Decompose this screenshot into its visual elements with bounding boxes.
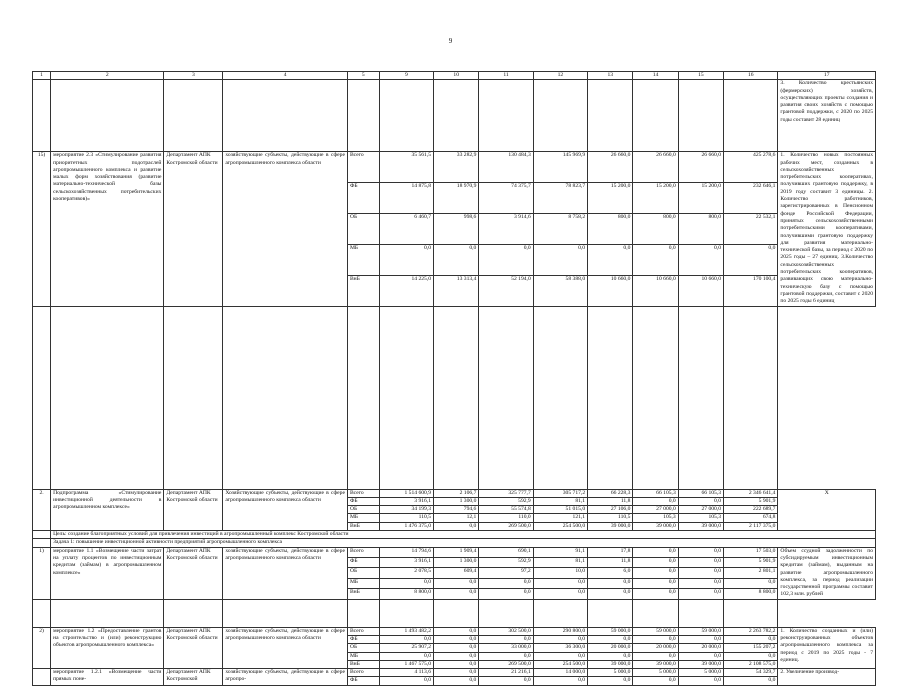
empty-cell (479, 306, 533, 489)
funding-source: МБ (347, 652, 379, 660)
funding-value: 0,0 (434, 652, 479, 660)
funding-source: ВнБ (347, 660, 379, 668)
funding-value: 0,0 (633, 497, 678, 505)
funding-value: 0,0 (533, 677, 587, 685)
funding-value: 15 200,0 (588, 183, 633, 214)
funding-value: 14 225,0 (379, 275, 433, 306)
expected-result: 2. Увеличение производ- (778, 669, 876, 686)
funding-value: 34 199,3 (379, 506, 433, 514)
funding-value: 27 000,0 (678, 506, 723, 514)
funding-source: ФБ (347, 558, 379, 568)
funding-source: ВнБ (347, 589, 379, 599)
funding-value: 8 758,2 (533, 213, 587, 244)
funding-value: 18 970,9 (434, 183, 479, 214)
participants: хозяйствующие субъекты, действующие в сфере агропромышленного комплекса области (223, 547, 348, 599)
goal-text: Цель: создание благоприятных условий для привлечения инвестиций в агропромышленный комплекс Костромской области (51, 531, 876, 539)
funding-source: ОБ (347, 506, 379, 514)
funding-value: 4 113,6 (379, 669, 433, 677)
funding-source: ФБ (347, 183, 379, 214)
funding-value: 232 646,1 (724, 183, 778, 214)
table-body (33, 72, 876, 686)
finance-row (33, 489, 876, 497)
empty-cell (434, 306, 479, 489)
funding-source: ОБ (347, 644, 379, 652)
funding-value: 254 500,0 (533, 522, 587, 530)
funding-value: 0,0 (678, 635, 723, 643)
funding-source: Всего (347, 669, 379, 677)
funding-value: 1 514 600,9 (379, 489, 433, 497)
funding-value: 0,0 (479, 677, 533, 685)
funding-value: 0,0 (678, 589, 723, 599)
funding-value: 20 000,0 (633, 644, 678, 652)
funding-source: МБ (347, 244, 379, 275)
funding-value: 52 194,0 (479, 275, 533, 306)
header-cell: 15 (678, 72, 723, 80)
funding-value: 0,0 (678, 568, 723, 578)
empty-cell (379, 306, 433, 489)
header-cell: 3 (164, 72, 223, 80)
funding-value: 3 916,1 (379, 558, 433, 568)
funding-value: 17,8 (588, 547, 633, 557)
funding-value: 14 000,0 (533, 669, 587, 677)
header-cell: 5 (347, 72, 379, 80)
funding-value: 1 300,0 (434, 497, 479, 505)
funding-value: 66 105,3 (633, 489, 678, 497)
empty-cell (223, 306, 348, 489)
funding-value: 0,0 (588, 652, 633, 660)
funding-value: 800,0 (588, 213, 633, 244)
spacer-row (33, 306, 876, 489)
funding-value: 59 000,0 (633, 627, 678, 635)
funding-value: 592,9 (479, 497, 533, 505)
empty-cell (33, 306, 51, 489)
funding-value: 2 117 375,0 (724, 522, 778, 530)
funding-value: 998,6 (434, 213, 479, 244)
page-number: 9 (448, 37, 453, 45)
funding-value: 10 660,0 (588, 275, 633, 306)
funding-value: 22 532,1 (724, 213, 778, 244)
funding-value: 5 901,9 (724, 497, 778, 505)
empty-cell (678, 306, 723, 489)
funding-value: 14 875,8 (379, 183, 433, 214)
finance-row (33, 669, 876, 677)
item-name: мероприятие 1.2 «Предоставление грантов на строительство и (или) реконструкцию объектов агропромышленного комплекса» (51, 627, 164, 668)
empty-cell (479, 599, 533, 627)
funding-value: 0,0 (479, 578, 533, 588)
funding-value: 0,0 (434, 635, 479, 643)
funding-value: 12,1 (434, 514, 479, 522)
item-name: мероприятие 1.1 «Возмещение части затрат на уплату процентов по инвестиционным кредитам (займам) в агропромышленном комплексе» (51, 547, 164, 599)
finance-row (33, 547, 876, 557)
funding-value: 10 660,0 (633, 275, 678, 306)
executor: Департамент АПК Костромской (164, 669, 223, 686)
funding-value: 2 106,7 (434, 489, 479, 497)
funding-value: 2 801,1 (724, 568, 778, 578)
expected-result: 1. Количество новых постоянных рабочих мест, созданных в сельскохозяйственных потребительских кооперативах, получивших грантовую поддержку, в 2019 году составит 3 единицы. 2. Количество работников, зарегистрированных в Пенсионном фонде Российской Федерации, принятых сельскохозяйственными потребительскими кооперативами, получившими грантовую поддержку для развития материально-технической базы, за период с 2020 по 2025 годы – 27 единиц. 3.Количество сельскохозяйственных потребительских кооперативов, развивающих свою материально-техническую базу с помощью грантовой поддержки, составит с 2020 по 2025 годы 6 единиц (778, 152, 876, 306)
funding-value: 0,0 (379, 677, 433, 685)
empty-cell (379, 599, 433, 627)
funding-value: 2 078,5 (379, 568, 433, 578)
funding-source: Всего (347, 152, 379, 183)
header-row (33, 72, 876, 80)
funding-value: 0,0 (724, 244, 778, 275)
empty-cell (633, 306, 678, 489)
funding-value: 11,8 (588, 558, 633, 568)
header-cell: 16 (724, 72, 778, 80)
item-number: 2) (33, 627, 51, 668)
empty-cell (223, 599, 348, 627)
funding-value: 0,0 (379, 578, 433, 588)
funding-value: 0,0 (379, 244, 433, 275)
funding-value: 15 200,0 (678, 183, 723, 214)
funding-value: 0,0 (533, 635, 587, 643)
funding-value: 0,0 (633, 558, 678, 568)
funding-value: 6,0 (588, 568, 633, 578)
item-name: мероприятие 2.3 «Стимулирование развития приоритетных подотраслей агропромышленного комплекса и развитие малых форм хозяйствования (развитие материально-технической базы сельскохозяйственных потребительских кооперативов)» (51, 152, 164, 306)
empty-cell (724, 306, 778, 489)
funding-value: 302 500,0 (479, 627, 533, 635)
funding-value: 35 561,5 (379, 152, 433, 183)
funding-value: 110,5 (588, 514, 633, 522)
funding-value: 794,6 (434, 506, 479, 514)
funding-value: 21 216,1 (479, 669, 533, 677)
expected-result: Х (778, 489, 876, 530)
funding-value: 110,5 (379, 514, 433, 522)
expected-result: Объем ссудной задолженности по субсидируемым инвестиционным кредитам (займам), выданным на развитие агропромышленного комплекса, за период реализации государственной программы составит 102,3 млн. рублей (778, 547, 876, 599)
funding-source: ФБ (347, 497, 379, 505)
funding-value: 10,0 (533, 568, 587, 578)
funding-value: 8 800,0 (724, 589, 778, 599)
funding-value: 26 660,0 (588, 152, 633, 183)
finance-row (33, 152, 876, 183)
funding-source: МБ (347, 514, 379, 522)
funding-value: 1 476 375,0 (379, 522, 433, 530)
funding-value: 3 914,6 (479, 213, 533, 244)
funding-value: 5 901,9 (724, 558, 778, 568)
funding-value: 690,1 (479, 547, 533, 557)
funding-value: 0,0 (434, 644, 479, 652)
empty-cell (347, 599, 379, 627)
funding-value: 0,0 (434, 522, 479, 530)
funding-value: 6 460,7 (379, 213, 433, 244)
funding-value: 0,0 (479, 244, 533, 275)
funding-value: 0,0 (379, 652, 433, 660)
funding-source: ФБ (347, 635, 379, 643)
funding-value: 0,0 (479, 589, 533, 599)
header-cell: 12 (533, 72, 587, 80)
header-cell: 10 (434, 72, 479, 80)
funding-value: 0,0 (434, 627, 479, 635)
section-row (33, 531, 876, 539)
funding-value: 27 106,0 (588, 506, 633, 514)
empty-cell (164, 599, 223, 627)
funding-value: 0,0 (588, 589, 633, 599)
funding-value: 1 300,0 (434, 558, 479, 568)
funding-value: 39 000,0 (678, 660, 723, 668)
funding-value: 5 000,0 (588, 669, 633, 677)
funding-value: 81,1 (533, 558, 587, 568)
item-number: 2. (33, 489, 51, 530)
funding-value: 0,0 (678, 677, 723, 685)
executor: Департамент АПК Костромской области (164, 152, 223, 306)
funding-value: 269 500,0 (479, 522, 533, 530)
funding-value: 78 823,7 (533, 183, 587, 214)
funding-value: 27 000,0 (633, 506, 678, 514)
funding-value: 13 313,4 (434, 275, 479, 306)
funding-value: 1 909,4 (434, 547, 479, 557)
empty-cell (633, 599, 678, 627)
task-text: Задача 1: повышение инвестиционной активности предприятий агропромышленного комплекса (51, 539, 876, 547)
funding-value: 0,0 (533, 578, 587, 588)
funding-value: 11,8 (588, 497, 633, 505)
participants: Хозяйствующие субъекты, действующие в сфере агропромышленного комплекса области (223, 489, 348, 530)
funding-value: 1 467 575,0 (379, 660, 433, 668)
funding-value: 26 660,0 (678, 152, 723, 183)
funding-value: 59 000,0 (678, 627, 723, 635)
header-cell: 1 (33, 72, 51, 80)
funding-value: 20 000,0 (678, 644, 723, 652)
funding-value: 0,0 (588, 677, 633, 685)
funding-source: ВнБ (347, 522, 379, 530)
empty-cell (51, 306, 164, 489)
funding-value: 592,9 (479, 558, 533, 568)
empty-cell (533, 599, 587, 627)
spacer-row (33, 599, 876, 627)
funding-value: 74 375,7 (479, 183, 533, 214)
funding-value: 0,0 (724, 652, 778, 660)
funding-value: 39 000,0 (588, 522, 633, 530)
empty-cell (678, 599, 723, 627)
funding-value: 5 000,0 (678, 669, 723, 677)
header-cell: 13 (588, 72, 633, 80)
empty-cell (533, 306, 587, 489)
item-name: Подпрограмма «Стимулирование инвестиционной деятельности в агропромышленном комплексе» (51, 489, 164, 530)
header-cell: 9 (379, 72, 433, 80)
empty-cell (33, 539, 51, 547)
empty-cell (51, 599, 164, 627)
participants: хозяйствующие субъекты, действующие в сфере агропромышленного комплекса области (223, 627, 348, 668)
funding-value: 105,3 (678, 514, 723, 522)
funding-value: 305 717,2 (533, 489, 587, 497)
funding-source: ВнБ (347, 275, 379, 306)
funding-value: 145 969,9 (533, 152, 587, 183)
funding-value: 0,0 (633, 547, 678, 557)
funding-value: 0,0 (633, 652, 678, 660)
item-number: 15) (33, 152, 51, 306)
funding-value: 17 503,0 (724, 547, 778, 557)
funding-value: 0,0 (533, 589, 587, 599)
funding-value: 0,0 (533, 652, 587, 660)
funding-value: 97,2 (479, 568, 533, 578)
funding-value: 14 794,6 (379, 547, 433, 557)
funding-value: 105,3 (633, 514, 678, 522)
funding-value: 3 916,1 (379, 497, 433, 505)
item-number (33, 669, 51, 686)
funding-value: 222 689,7 (724, 506, 778, 514)
item-name: мероприятие 1.2.1 «Возмещение части прямых поне- (51, 669, 164, 686)
funding-value: 0,0 (588, 635, 633, 643)
funding-value: 0,0 (434, 677, 479, 685)
funding-value: 269 500,0 (479, 660, 533, 668)
program-table (32, 71, 876, 686)
funding-value: 58 388,0 (533, 275, 587, 306)
empty-cell (347, 306, 379, 489)
funding-value: 51 015,0 (533, 506, 587, 514)
funding-value: 33 000,0 (479, 644, 533, 652)
funding-value: 0,0 (588, 578, 633, 588)
funding-value: 26 660,0 (633, 152, 678, 183)
funding-value: 800,0 (633, 213, 678, 244)
executor: Департамент АПК Костромской области (164, 489, 223, 530)
header-cell: 11 (479, 72, 533, 80)
funding-value: 0,0 (434, 669, 479, 677)
funding-value: 5 000,0 (633, 669, 678, 677)
participants: хозяйствующие субъекты, действующие в сфере агропро- (223, 669, 348, 686)
funding-value: 0,0 (678, 244, 723, 275)
header-cell: 2 (51, 72, 164, 80)
funding-value: 0,0 (479, 635, 533, 643)
funding-value: 0,0 (633, 568, 678, 578)
funding-value: 0,0 (678, 558, 723, 568)
funding-value: 0,0 (533, 244, 587, 275)
funding-value: 1 493 482,2 (379, 627, 433, 635)
funding-value: 2 108 575,0 (724, 660, 778, 668)
funding-value: 800,0 (678, 213, 723, 244)
funding-value: 0,0 (724, 635, 778, 643)
funding-value: 254 500,0 (533, 660, 587, 668)
executor: Департамент АПК Костромской области (164, 627, 223, 668)
funding-value: 0,0 (434, 244, 479, 275)
funding-value: 36 300,0 (533, 644, 587, 652)
funding-value: 290 800,0 (533, 627, 587, 635)
empty-cell (588, 599, 633, 627)
expected-result: 1. Количество созданных и (или) реконструированных объектов агропромышленного комплекса за период с 2019 по 2025 годы - 7 единиц. (778, 627, 876, 668)
funding-value: 609,4 (434, 568, 479, 578)
funding-value: 39 000,0 (633, 522, 678, 530)
funding-value: 8 800,0 (379, 589, 433, 599)
funding-value: 54 329,7 (724, 669, 778, 677)
item-number: 1) (33, 547, 51, 599)
header-cell: 4 (223, 72, 348, 80)
empty-cell (164, 306, 223, 489)
funding-source: ФБ (347, 677, 379, 685)
funding-value: 66 228,3 (588, 489, 633, 497)
funding-value: 81,1 (533, 497, 587, 505)
funding-value: 0,0 (678, 578, 723, 588)
funding-value: 20 000,0 (588, 644, 633, 652)
section-row (33, 539, 876, 547)
funding-value: 170 100,4 (724, 275, 778, 306)
result-text: 3. Количество крестьянских (фермерских) хозяйств, осуществляющих проекты создания и развития своих хозяйств с помощью грантовой поддержки, с 2020 по 2025 годы составит 28 единиц (778, 80, 876, 152)
header-cell: 14 (633, 72, 678, 80)
funding-value: 10 660,0 (678, 275, 723, 306)
funding-value: 0,0 (633, 589, 678, 599)
funding-value: 39 000,0 (588, 660, 633, 668)
funding-value: 325 777,7 (479, 489, 533, 497)
header-cell: 17 (778, 72, 876, 80)
empty-cell (33, 599, 51, 627)
finance-row (33, 627, 876, 635)
funding-value: 33 282,9 (434, 152, 479, 183)
funding-source: Всего (347, 547, 379, 557)
funding-value: 0,0 (724, 578, 778, 588)
empty-cell (434, 599, 479, 627)
funding-value: 0,0 (379, 635, 433, 643)
funding-value: 0,0 (434, 578, 479, 588)
funding-value: 0,0 (633, 635, 678, 643)
empty-cell (33, 531, 51, 539)
funding-value: 130 484,3 (479, 152, 533, 183)
funding-source: ОБ (347, 568, 379, 578)
funding-value: 155 207,2 (724, 644, 778, 652)
funding-value: 0,0 (633, 677, 678, 685)
funding-value: 0,0 (678, 547, 723, 557)
funding-value: 121,1 (533, 514, 587, 522)
funding-value: 39 000,0 (633, 660, 678, 668)
funding-value: 25 907,2 (379, 644, 433, 652)
executor: Департамент АПК Костромской области (164, 547, 223, 599)
funding-value: 0,0 (724, 677, 778, 685)
funding-value: 0,0 (588, 244, 633, 275)
funding-value: 91,1 (533, 547, 587, 557)
funding-value: 66 105,3 (678, 489, 723, 497)
funding-value: 0,0 (434, 660, 479, 668)
funding-source: ОБ (347, 213, 379, 244)
funding-value: 59 000,0 (588, 627, 633, 635)
funding-value: 0,0 (678, 497, 723, 505)
funding-value: 39 000,0 (678, 522, 723, 530)
funding-value: 2 263 782,2 (724, 627, 778, 635)
funding-value: 0,0 (678, 652, 723, 660)
funding-source: МБ (347, 578, 379, 588)
funding-value: 110,0 (479, 514, 533, 522)
funding-value: 0,0 (434, 589, 479, 599)
funding-value: 55 574,8 (479, 506, 533, 514)
empty-cell (588, 306, 633, 489)
funding-value: 674,8 (724, 514, 778, 522)
funding-value: 425 278,6 (724, 152, 778, 183)
funding-source: Всего (347, 489, 379, 497)
funding-value: 0,0 (633, 578, 678, 588)
funding-value: 2 346 641,4 (724, 489, 778, 497)
funding-value: 0,0 (633, 244, 678, 275)
empty-cell (724, 599, 778, 627)
funding-value: 15 200,0 (633, 183, 678, 214)
participants: хозяйствующие субъекты, действующие в сфере агропромышленного комплекса области (223, 152, 348, 306)
funding-source: Всего (347, 627, 379, 635)
continuation-row (33, 80, 876, 152)
funding-value: 0,0 (479, 652, 533, 660)
